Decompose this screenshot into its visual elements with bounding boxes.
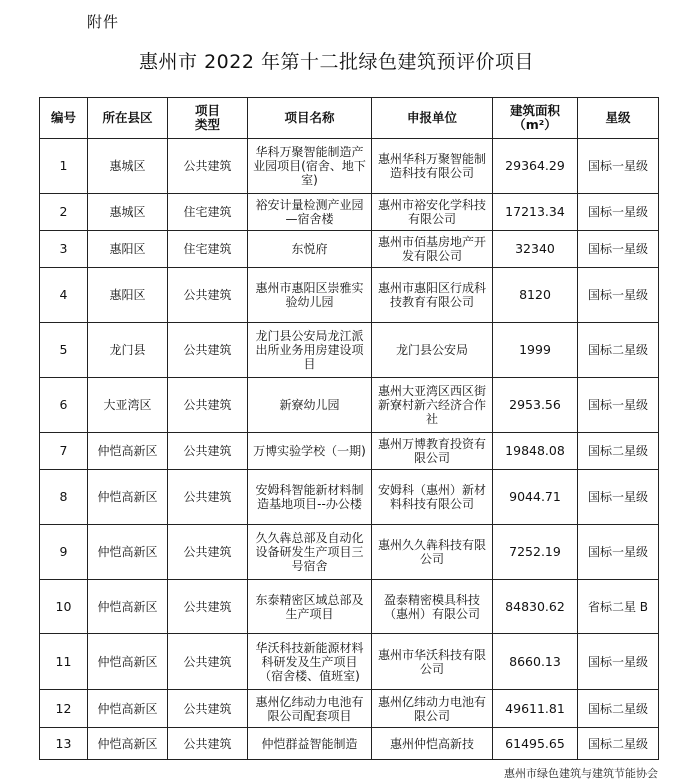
cell-rating: 国标一星级 bbox=[578, 378, 659, 433]
cell-area: 8660.13 bbox=[493, 634, 578, 690]
cell-type: 公共建筑 bbox=[168, 525, 248, 580]
cell-no: 1 bbox=[40, 139, 88, 194]
cell-type: 公共建筑 bbox=[168, 634, 248, 690]
cell-unit: 安姆科（惠州）新材料科技有限公司 bbox=[372, 470, 493, 525]
cell-district: 惠阳区 bbox=[88, 268, 168, 323]
cell-name: 东悦府 bbox=[248, 231, 372, 268]
cell-rating: 国标二星级 bbox=[578, 323, 659, 378]
cell-rating: 国标二星级 bbox=[578, 433, 659, 470]
cell-rating: 省标二星 B bbox=[578, 580, 659, 634]
cell-district: 仲恺高新区 bbox=[88, 728, 168, 760]
project-table bbox=[39, 97, 659, 760]
cell-no: 10 bbox=[40, 580, 88, 634]
header-unit: 申报单位 bbox=[372, 98, 493, 139]
cell-unit: 惠州市惠阳区行成科技教育有限公司 bbox=[372, 268, 493, 323]
cell-area: 49611.81 bbox=[493, 690, 578, 728]
header-name: 项目名称 bbox=[248, 98, 372, 139]
cell-type: 公共建筑 bbox=[168, 268, 248, 323]
header-rating: 星级 bbox=[578, 98, 659, 139]
cell-area: 2953.56 bbox=[493, 378, 578, 433]
header-type-line2: 类型 bbox=[194, 117, 220, 132]
page-title: 惠州市 2022 年第十二批绿色建筑预评价项目 bbox=[139, 51, 534, 73]
cell-type: 公共建筑 bbox=[168, 728, 248, 760]
cell-no: 2 bbox=[40, 194, 88, 231]
cell-type: 公共建筑 bbox=[168, 378, 248, 433]
cell-no: 6 bbox=[40, 378, 88, 433]
table-row bbox=[40, 525, 659, 580]
cell-area: 29364.29 bbox=[493, 139, 578, 194]
cell-name: 华科万聚智能制造产业园项目(宿舍、地下室) bbox=[248, 139, 372, 194]
cell-rating: 国标一星级 bbox=[578, 194, 659, 231]
table-row bbox=[40, 728, 659, 760]
cell-no: 3 bbox=[40, 231, 88, 268]
cell-no: 8 bbox=[40, 470, 88, 525]
cell-district: 惠阳区 bbox=[88, 231, 168, 268]
cell-no: 11 bbox=[40, 634, 88, 690]
cell-area: 1999 bbox=[493, 323, 578, 378]
cell-area: 9044.71 bbox=[493, 470, 578, 525]
table-row bbox=[40, 231, 659, 268]
cell-name: 惠州亿纬动力电池有限公司配套项目 bbox=[248, 690, 372, 728]
cell-area: 17213.34 bbox=[493, 194, 578, 231]
cell-unit: 龙门县公安局 bbox=[372, 323, 493, 378]
cell-name: 仲恺群益智能制造 bbox=[248, 728, 372, 760]
cell-rating: 国标一星级 bbox=[578, 139, 659, 194]
cell-unit: 惠州久久犇科技有限公司 bbox=[372, 525, 493, 580]
table-row bbox=[40, 470, 659, 525]
cell-name: 新寮幼儿园 bbox=[248, 378, 372, 433]
cell-name: 久久犇总部及自动化设备研发生产项目三号宿舍 bbox=[248, 525, 372, 580]
cell-unit: 惠州大亚湾区西区街新寮村新六经济合作社 bbox=[372, 378, 493, 433]
cell-area: 7252.19 bbox=[493, 525, 578, 580]
cell-type: 公共建筑 bbox=[168, 433, 248, 470]
cell-name: 裕安计量检测产业园—宿舍楼 bbox=[248, 194, 372, 231]
cell-type: 公共建筑 bbox=[168, 580, 248, 634]
cell-area: 84830.62 bbox=[493, 580, 578, 634]
header-area bbox=[493, 98, 578, 139]
cell-type: 公共建筑 bbox=[168, 139, 248, 194]
cell-type: 住宅建筑 bbox=[168, 231, 248, 268]
cell-district: 龙门县 bbox=[88, 323, 168, 378]
cell-unit: 惠州市华沃科技有限公司 bbox=[372, 634, 493, 690]
cell-rating: 国标二星级 bbox=[578, 728, 659, 760]
cell-district: 仲恺高新区 bbox=[88, 580, 168, 634]
table-row bbox=[40, 139, 659, 194]
cell-district: 仲恺高新区 bbox=[88, 433, 168, 470]
cell-type: 公共建筑 bbox=[168, 470, 248, 525]
table-row bbox=[40, 690, 659, 728]
table-row bbox=[40, 268, 659, 323]
table-row bbox=[40, 323, 659, 378]
cell-name: 华沃科技新能源材料科研发及生产项目（宿舍楼、值班室) bbox=[248, 634, 372, 690]
cell-unit: 惠州市佰基房地产开发有限公司 bbox=[372, 231, 493, 268]
table-row bbox=[40, 580, 659, 634]
table-header-row bbox=[40, 98, 659, 139]
header-no: 编号 bbox=[40, 98, 88, 139]
cell-unit: 惠州市裕安化学科技有限公司 bbox=[372, 194, 493, 231]
header-type-line1: 项目 bbox=[194, 103, 220, 118]
cell-unit: 惠州万博教育投资有限公司 bbox=[372, 433, 493, 470]
cell-no: 13 bbox=[40, 728, 88, 760]
cell-rating: 国标二星级 bbox=[578, 690, 659, 728]
header-area-line2: （m²） bbox=[513, 117, 557, 132]
cell-district: 大亚湾区 bbox=[88, 378, 168, 433]
cell-unit: 惠州华科万聚智能制造科技有限公司 bbox=[372, 139, 493, 194]
cell-unit: 盈泰精密模具科技（惠州）有限公司 bbox=[372, 580, 493, 634]
cell-type: 公共建筑 bbox=[168, 690, 248, 728]
cell-name: 惠州市惠阳区崇雅实验幼儿园 bbox=[248, 268, 372, 323]
cell-district: 惠城区 bbox=[88, 194, 168, 231]
table-row bbox=[40, 378, 659, 433]
cell-district: 仲恺高新区 bbox=[88, 690, 168, 728]
cell-name: 安姆科智能新材料制造基地项目--办公楼 bbox=[248, 470, 372, 525]
cell-area: 8120 bbox=[493, 268, 578, 323]
cell-district: 惠城区 bbox=[88, 139, 168, 194]
cell-rating: 国标一星级 bbox=[578, 525, 659, 580]
attachment-label: 附件 bbox=[87, 13, 120, 31]
table-row bbox=[40, 433, 659, 470]
cell-type: 住宅建筑 bbox=[168, 194, 248, 231]
cell-no: 5 bbox=[40, 323, 88, 378]
cell-type: 公共建筑 bbox=[168, 323, 248, 378]
table-row bbox=[40, 634, 659, 690]
cell-rating: 国标一星级 bbox=[578, 470, 659, 525]
cell-name: 东泰精密区域总部及生产项目 bbox=[248, 580, 372, 634]
cell-district: 仲恺高新区 bbox=[88, 470, 168, 525]
table-row bbox=[40, 194, 659, 231]
header-type bbox=[168, 98, 248, 139]
cell-no: 7 bbox=[40, 433, 88, 470]
cell-no: 9 bbox=[40, 525, 88, 580]
footer-watermark: 惠州市绿色建筑与建筑节能协会 bbox=[504, 767, 658, 780]
cell-unit: 惠州仲恺高新技 bbox=[372, 728, 493, 760]
cell-district: 仲恺高新区 bbox=[88, 525, 168, 580]
cell-name: 龙门县公安局龙江派出所业务用房建设项目 bbox=[248, 323, 372, 378]
header-area-line1: 建筑面积 bbox=[509, 103, 560, 118]
cell-rating: 国标一星级 bbox=[578, 268, 659, 323]
cell-rating: 国标一星级 bbox=[578, 634, 659, 690]
cell-area: 19848.08 bbox=[493, 433, 578, 470]
header-district: 所在县区 bbox=[88, 98, 168, 139]
cell-no: 4 bbox=[40, 268, 88, 323]
cell-area: 61495.65 bbox=[493, 728, 578, 760]
cell-unit: 惠州亿纬动力电池有限公司 bbox=[372, 690, 493, 728]
cell-rating: 国标一星级 bbox=[578, 231, 659, 268]
cell-name: 万博实验学校（一期) bbox=[248, 433, 372, 470]
cell-no: 12 bbox=[40, 690, 88, 728]
cell-district: 仲恺高新区 bbox=[88, 634, 168, 690]
cell-area: 32340 bbox=[493, 231, 578, 268]
